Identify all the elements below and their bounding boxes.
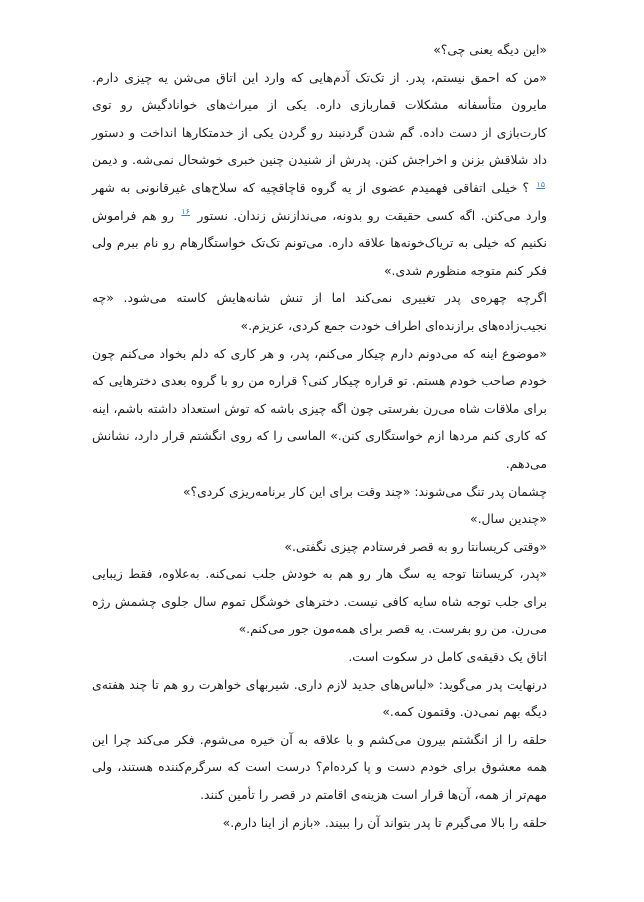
paragraph-text: «چندین سال.» — [470, 511, 547, 527]
paragraph — [92, 671, 547, 726]
paragraph-text: «وقتی کریسانتا رو به قصر فرستادم چیزی نگفتی.» — [284, 538, 547, 554]
paragraph-text: درنهایت پدر می‌گوید: «لباس‌های جدید لازم داری. شیربهای خواهرت رو هم تا چند هفته‌ی دیگه بهم نمی‌دن. وقتمون کمه.» — [92, 676, 547, 720]
paragraph — [92, 340, 547, 478]
paragraph-text: «من که احمق نیستم، پدر. از تک‌تک آدم‌هایی که وارد این اتاق می‌شن یه چیزی دارم. مایرون متأسفانه مشکلات قماربازی داره. یکی از میراث‌های خوانادگیش رو توی کارت‌بازی از دست داده. گم شدن گردنبند رو گردن یکی از خدمتکارها انداخت و دستور داد شلاقش بزنن و اخراجش کنن. پدرش از شنیدن چنین خبری خوشحال نمی‌شه. و دیمن — [92, 69, 547, 168]
paragraph-text: اتاق یک دقیقه‌ی کامل در سکوت است. — [348, 649, 547, 665]
paragraph — [92, 809, 547, 837]
paragraph-text: «این دیگه یعنی چی؟» — [433, 42, 547, 57]
paragraph-text: حلقه را از انگشتم بیرون می‌کشم و با علاقه به آن خیره می‌شوم. فکر می‌کند چرا این همه معشوق برای خودم دست و پا کرده‌ام؟ درست است که سرگرم‌کننده هستند، ولی مهم‌تر از همه، آن‌ها قرار است هزینه‌ی اقامتم در قصر را تأمین کنند. — [92, 731, 547, 803]
paragraph-text: رو هم فراموش نکنیم که خیلی به تریاک‌خونه‌ها علاقه داره. می‌تونم تک‌تک خواستگارهام رو نام ببرم ولی فکر کنم متوجه منظورم شدی.» — [92, 207, 547, 278]
paragraph-text: چشمان پدر تنگ می‌شوند: «چند وقت برای این کار برنامه‌ریزی کردی؟» — [182, 483, 547, 499]
paragraph — [92, 36, 547, 64]
footnote-link[interactable]: ۱۶ — [181, 207, 190, 217]
footnote-link[interactable]: ۱۵ — [536, 179, 545, 189]
paragraph — [92, 64, 547, 285]
paragraph-text: اگرچه چهره‌ی پدر تغییری نمی‌کند اما از تنش شانه‌هایش کاسته می‌شود. «چه نجیب‌زاده‌های برازنده‌ای اطراف خودت جمع کردی، عزیزم.» — [92, 290, 547, 333]
paragraph — [92, 726, 547, 809]
paragraph — [92, 505, 547, 533]
paragraph-text: ؟ خیلی اتفاقی فهمیدم عضوی از یه گروه قاچاقچیه که سلاح‌های غیرقانونی به شهر وارد می‌کنن. اگه کسی حقیقت رو بدونه، می‌ندازنش زندان. نستور — [92, 179, 547, 223]
paragraph-text: حلقه را بالا می‌گیرم تا پدر بتواند آن را ببیند. «بازم از اینا دارم.» — [222, 814, 547, 830]
paragraph — [92, 533, 547, 561]
paragraph — [92, 478, 547, 506]
paragraph — [92, 560, 547, 643]
paragraph — [92, 284, 547, 339]
paragraph — [92, 643, 547, 671]
paragraph-text: «پدر، کریسانتا توجه یه سگ هار رو هم به خودش جلب نمی‌کنه. به‌علاوه، فقط زیبایی برای جلب توجه شاه سایه کافی نیست. دخترهای خوشگل تموم سال جلوی چشمش رژه می‌رن. من رو بفرست. یه قصر برای همه‌مون جور می‌کنم.» — [92, 566, 547, 637]
paragraph-text: «موضوع اینه که می‌دونم دارم چیکار می‌کنم، پدر، و هر کاری که دلم بخواد می‌کنم چون خودم صاحب خودم هستم. تو قراره چیکار کنی؟ قراره من رو با گروه بعدی دخترهایی که برای ملاقات شاه می‌رن بفرستی چون اگه چیزی باشه که توش استعداد داشته باشم، اینه که کاری کنم مردها ازم خواستگاری کنن.» الماسی را که روی انگشتم قرار دارد، نشانش می‌دهم. — [92, 345, 547, 471]
